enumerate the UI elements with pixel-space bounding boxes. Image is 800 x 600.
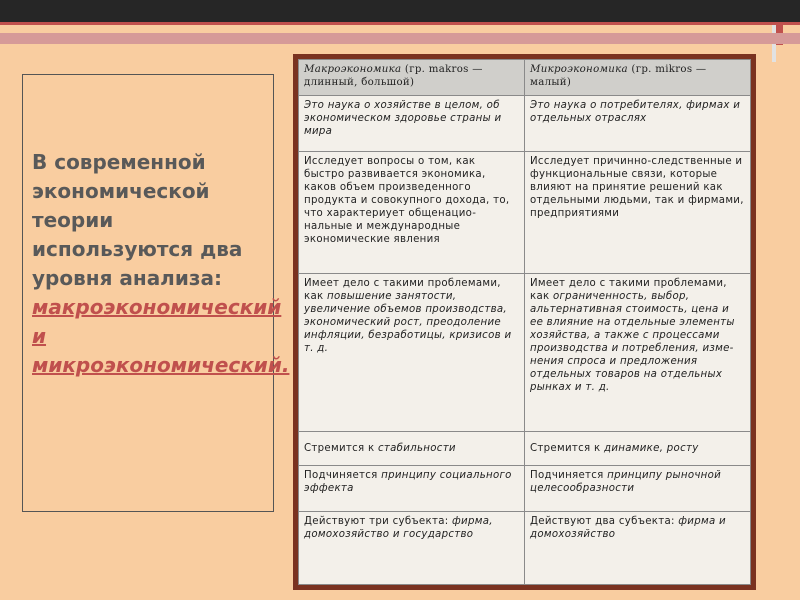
term-macro: макроэкономический	[32, 295, 282, 319]
header-micro-term: Микроэкономика	[530, 64, 628, 75]
cell-micro: Это наука о потребителях, фирмах и отдельных отраслях	[525, 96, 751, 152]
term-micro: микроэкономический.	[32, 353, 290, 377]
cell-macro	[299, 512, 525, 585]
cell-micro-lead: Действуют два субъекта:	[530, 516, 675, 527]
cell-micro: Исследует причинно-следственные и функциональные связи, которые влияют на принятие решений как отдельными людьми, так и фирмами, предприятиями	[525, 152, 751, 274]
cell-macro-lead: Действуют три субъекта:	[304, 516, 449, 527]
header-micro	[525, 60, 751, 96]
top-bar	[0, 0, 800, 22]
intro-text: В современной экономической теории используются два уровня анализа:	[32, 150, 243, 290]
table-row	[299, 274, 751, 432]
cell-micro	[525, 512, 751, 585]
cell-macro: Исследует вопросы о том, как быстро развивается экономика, каков объем произведенного продукта и совокупного дохода, то, что характериует общенациональные и международные экономические явления	[299, 152, 525, 274]
cell-micro	[525, 432, 751, 466]
header-micro-rest: (гр. mikros — малый)	[530, 64, 707, 88]
cell-micro	[525, 466, 751, 512]
comparison-table-frame	[293, 54, 756, 590]
cell-micro-italic: ограниченность, выбор, альтернативная стоимость, цена и ее влияние на отдельные элементы хозяйства, а также с процессами производства и потребления, изменения спроса и предложения отдельных товаров на отдельных рынках и т. д.	[530, 291, 735, 393]
cell-macro-italic: принципу социального эффекта	[304, 470, 512, 494]
cell-macro-lead: Имеет дело с такими проблемами, как	[304, 278, 501, 302]
top-bar-line	[0, 22, 800, 25]
cell-macro	[299, 432, 525, 466]
cell-macro: Это наука о хозяйстве в целом, об экономическом здоровье страны и мира	[299, 96, 525, 152]
slide-text	[32, 148, 290, 380]
cell-macro	[299, 466, 525, 512]
cell-macro-italic: фирма, домохозяйство и государство	[304, 516, 493, 540]
cell-macro	[299, 274, 525, 432]
cell-micro-lead: Имеет дело с такими проблемами, как	[530, 278, 727, 302]
cell-macro-lead: Стремится к	[304, 443, 375, 454]
cell-micro-italic: динамике, росту	[604, 443, 699, 454]
cell-micro	[525, 274, 751, 432]
header-macro	[299, 60, 525, 96]
header-stripe	[0, 33, 800, 44]
table-row	[299, 432, 751, 466]
cell-micro-lead: Подчиняется	[530, 470, 604, 481]
table-row	[299, 466, 751, 512]
table-header-row	[299, 60, 751, 96]
cell-macro-lead: Подчиняется	[304, 470, 378, 481]
cell-macro-italic: повышение занятости, увеличение объемов производства, экономический рост, преодоление инфляции, безработицы, кризисов и т. д.	[304, 291, 512, 354]
cell-micro-italic: принципу рыночной целесообразности	[530, 470, 722, 494]
comparison-table	[298, 59, 751, 585]
cell-micro-italic: фирма и домохозяйство	[530, 516, 726, 540]
cell-micro-lead: Стремится к	[530, 443, 601, 454]
header-macro-term: Макроэкономика	[304, 64, 402, 75]
term-conj: и	[32, 324, 47, 348]
table-row	[299, 96, 751, 152]
table-row	[299, 512, 751, 585]
table-row	[299, 152, 751, 274]
cell-macro-italic: стабильности	[378, 443, 456, 454]
header-macro-rest: (гр. makros — длинный, большой)	[304, 64, 483, 88]
